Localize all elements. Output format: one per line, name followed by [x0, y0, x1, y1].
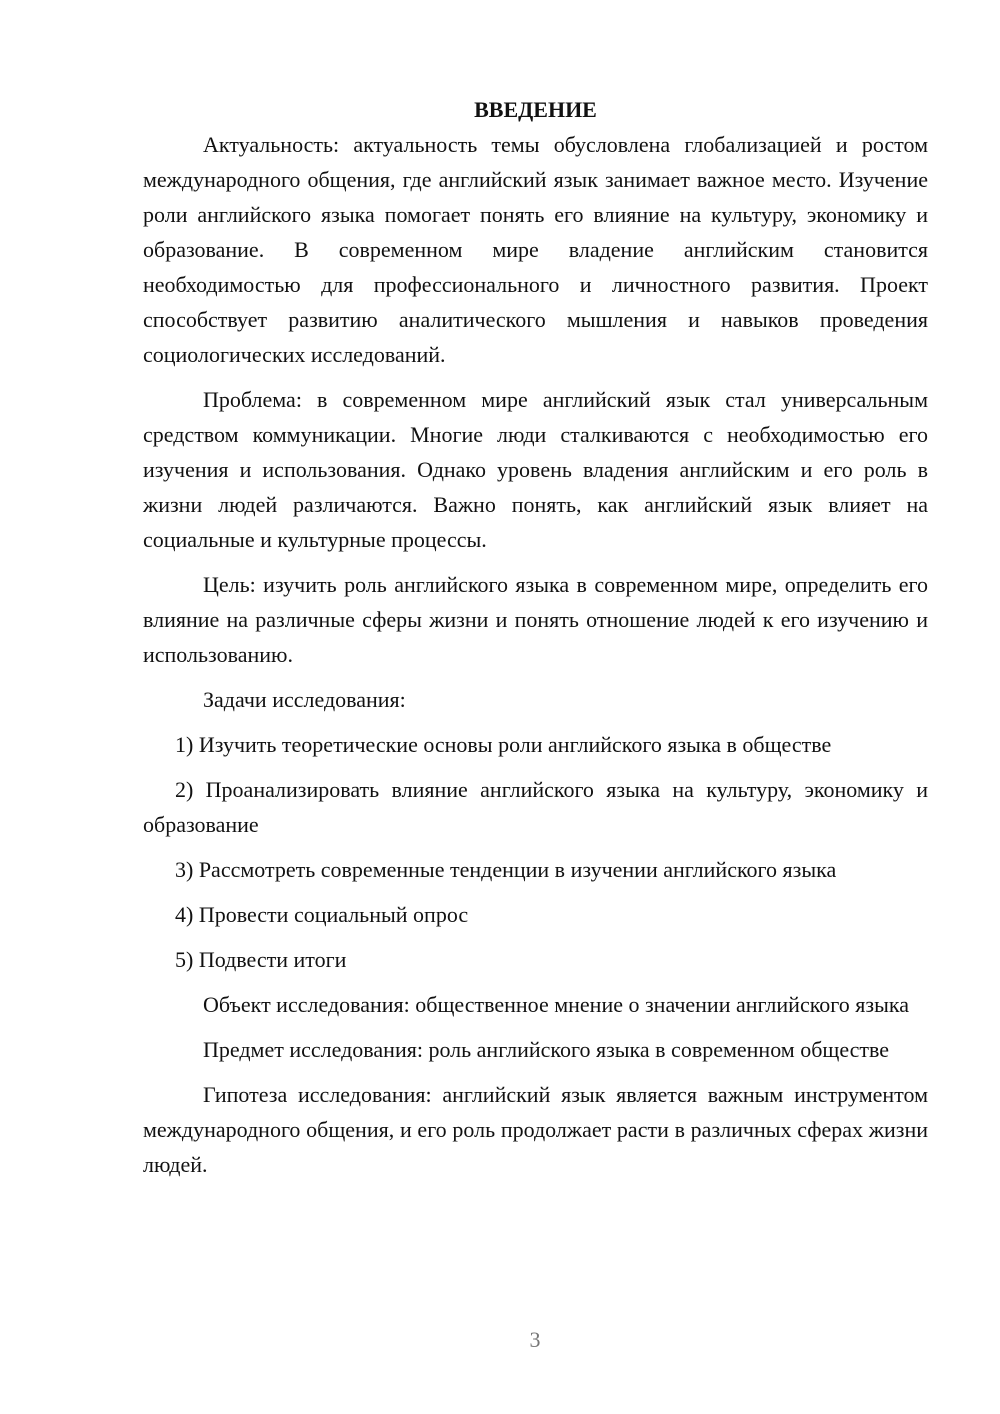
task-item-1: 1) Изучить теоретические основы роли английского языка в обществе	[175, 732, 832, 757]
task-item-4: 4) Провести социальный опрос	[175, 902, 469, 927]
paragraph-problem: Проблема: в современном мире английский язык стал универсальным средством коммуникации. Многие люди сталкиваются с необходимостью его изучения и использования. Однако уровень владения английским и его роль в жизни людей различаются. Важно понять, как английский язык влияет на социальные и культурные процессы.	[143, 387, 928, 552]
paragraph-hypothesis: Гипотеза исследования: английский язык является важным инструментом международного общения, и его роль продолжает расти в различных сферах жизни людей.	[143, 1082, 928, 1177]
page-number: 3	[529, 1327, 541, 1352]
paragraph-relevance: Актуальность: актуальность темы обусловлена глобализацией и ростом международного общения, где английский язык занимает важное место. Изучение роли английского языка помогает понять его влияние на культуру, экономику и образование. В современном мире владение английским становится необходимостью для профессионального и личностного развития. Проект способствует развитию аналитического мышления и навыков проведения социологических исследований.	[143, 132, 928, 367]
paragraph-goal: Цель: изучить роль английского языка в современном мире, определить его влияние на различные сферы жизни и понять отношение людей к его изучению и использованию.	[143, 572, 928, 667]
paragraph-object: Объект исследования: общественное мнение о значении английского языка	[203, 992, 909, 1017]
tasks-heading: Задачи исследования:	[203, 687, 406, 712]
task-item-3: 3) Рассмотреть современные тенденции в изучении английского языка	[175, 857, 837, 882]
section-title: ВВЕДЕНИЕ	[474, 97, 597, 122]
page-content	[143, 92, 928, 1182]
task-item-5: 5) Подвести итоги	[175, 947, 347, 972]
paragraph-subject: Предмет исследования: роль английского языка в современном обществе	[203, 1037, 890, 1062]
task-item-2: 2) Проанализировать влияние английского языка на культуру, экономику и образование	[143, 777, 928, 837]
